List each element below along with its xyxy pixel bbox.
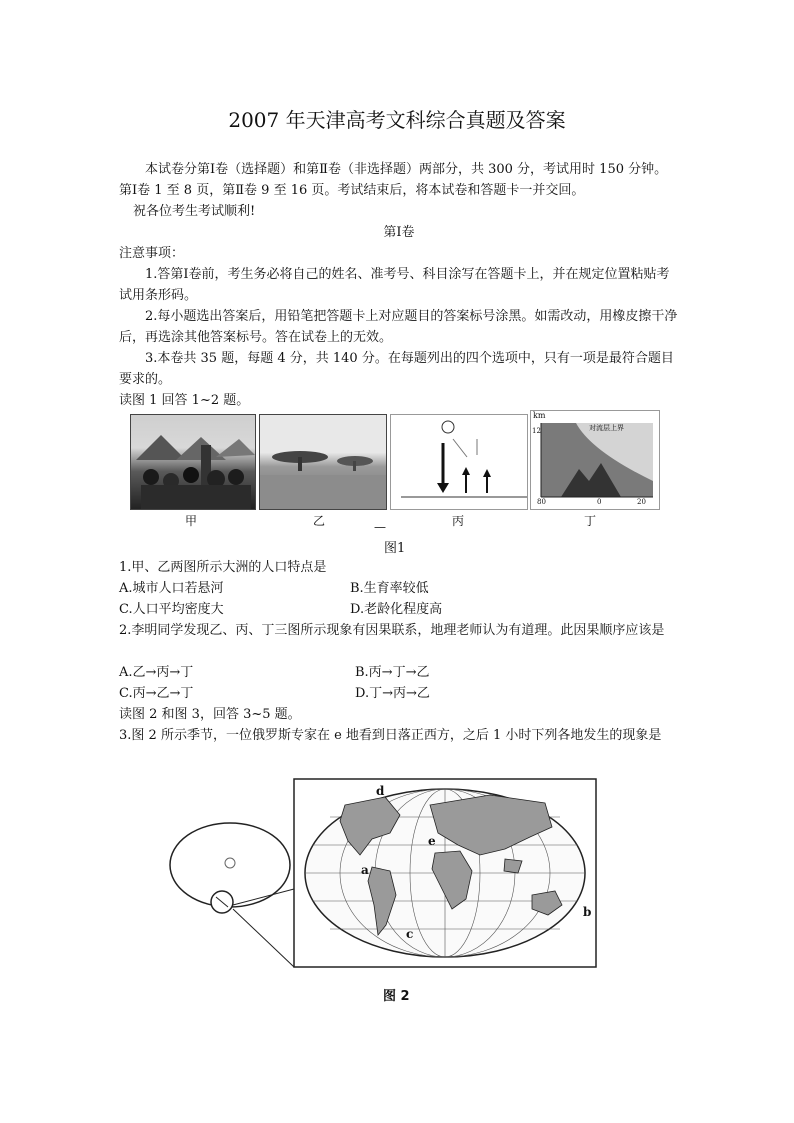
intro-paragraph: 本试卷分第Ⅰ卷（选择题）和第Ⅱ卷（非选择题）两部分，共 300 分，考试用时 150 分钟。第Ⅰ卷 1 至 8 页，第Ⅱ卷 9 至 16 页。考试结束后，将本试卷和答题卡一并交回。 [119,162,668,198]
fig1-dash: — [374,520,386,534]
q1-option-c: C.人口平均密度大 [119,602,224,617]
q1-option-a: A.城市人口若悬河 [119,581,224,596]
ding-y-tick: 12 [532,427,541,435]
notice-item-1: 1.答第Ⅰ卷前，考生务必将自己的姓名、准考号、科目涂写在答题卡上，并在规定位置粘贴考试用条形码。 [119,267,670,303]
ding-x-tick-0: 0 [597,498,602,506]
sun-icon [225,858,235,868]
map-point-d: d [376,784,385,798]
q2-option-d: D.丁→丙→乙 [355,686,430,701]
diagram-bing-arrows [390,414,528,510]
fig1-label-ding: 丁 [584,514,597,528]
fig1-caption: 图1 [384,541,406,556]
ding-title: 对流层上界 [589,424,624,432]
diagram-ding-troposphere [530,410,660,510]
q2-option-c: C.丙→乙→丁 [119,686,194,701]
fig2-caption: 图 2 [383,989,410,1004]
notice-item-3: 3.本卷共 35 题，每题 4 分，共 140 分。在每题列出的四个选项中，只有一项是最符合题目要求的。 [119,351,674,387]
photo-yi-savanna [259,414,387,510]
q1-option-b: B.生育率较低 [350,581,429,596]
notice-item-2: 2.每小题选出答案后，用铅笔把答题卡上对应题目的答案标号涂黑。如需改动，用橡皮擦干净后，再选涂其他答案标号。答在试卷上的无效。 [119,309,678,345]
photo-jia-people [130,414,256,510]
read-figure-1-instruction: 读图 1 回答 1~2 题。 [119,393,250,408]
good-luck-line: 祝各位考生考试顺利! [133,204,256,219]
ding-x-tick-20: 20 [637,498,646,506]
page-title: 2007 年天津高考文科综合真题及答案 [228,108,566,132]
map-point-c: c [406,927,414,941]
ding-axis-unit: km [533,411,546,420]
q1-stem: 1.甲、乙两图所示大洲的人口特点是 [119,560,327,575]
section-heading: 第Ⅰ卷 [383,225,415,240]
fig1-label-bing: 丙 [452,514,465,528]
fig1-label-jia: 甲 [185,514,198,528]
map-point-b: b [583,905,592,919]
figure-2-graphic [160,775,610,975]
q2-option-a: A.乙→丙→丁 [119,665,194,680]
map-point-e: e [428,834,436,848]
ding-x-tick-80: 80 [537,498,546,506]
q2-option-b: B.丙→丁→乙 [355,665,430,680]
q1-option-d: D.老龄化程度高 [350,602,443,617]
notice-title: 注意事项： [119,246,185,261]
q2-stem: 2.李明同学发现乙、丙、丁三图所示现象有因果联系，地理老师认为有道理。此因果顺序应该是 [119,623,665,638]
fig1-label-yi: 乙 [313,514,326,528]
q3-stem: 3.图 2 所示季节，一位俄罗斯专家在 e 地看到日落正西方，之后 1 小时下列各地发生的现象是 [119,728,662,743]
read-figure-2-3-instruction: 读图 2 和图 3，回答 3~5 题。 [119,707,301,722]
map-point-a: a [361,863,369,877]
